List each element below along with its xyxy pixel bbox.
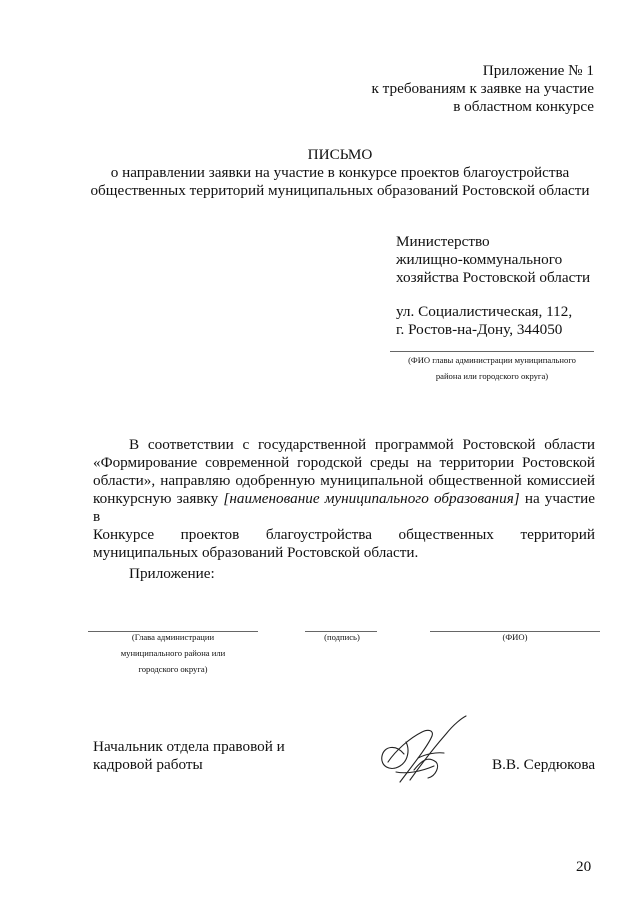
body-word: территорий — [520, 526, 596, 543]
head-caption-line-3: городского округа) — [138, 664, 208, 674]
attachment-label: Приложение: — [129, 565, 215, 582]
signer-position-line-1: Начальник отдела правовой и — [93, 738, 285, 755]
appendix-header — [274, 62, 594, 116]
letter-title: ПИСЬМО — [307, 146, 373, 163]
letter-heading — [40, 146, 640, 200]
municipality-placeholder: [наименование муниципального образования] — [223, 490, 520, 507]
body-word: Конкурсе — [93, 526, 155, 543]
signer-position — [93, 738, 285, 774]
recipient-fio-caption-line-2: района или городского округа) — [435, 371, 549, 381]
signature-caption: (подпись) — [324, 632, 360, 642]
appendix-line-1: Приложение № 1 — [482, 62, 594, 79]
body-paragraph-justified-line — [93, 526, 595, 544]
recipient-org-line-2: жилищно-коммунального — [396, 251, 563, 268]
body-paragraph-tail: на участие в — [93, 490, 596, 525]
letter-subtitle-line-1: о направлении заявки на участие в конкурсе проектов благоустройства — [110, 164, 570, 181]
page-number: 20 — [576, 858, 592, 875]
recipient-address-line-2: г. Ростов-на-Дону, 344050 — [396, 321, 563, 338]
appendix-line-3: в областном конкурсе — [453, 98, 594, 115]
appendix-line-2: к требованиям к заявке на участие — [371, 80, 594, 97]
body-word: благоустройства — [265, 526, 372, 543]
body-word: проектов — [180, 526, 240, 543]
recipient-org-line-1: Министерство — [396, 233, 490, 250]
recipient-fio-caption — [390, 354, 594, 382]
head-caption — [88, 631, 258, 675]
signer-position-line-2: кадровой работы — [93, 756, 203, 773]
body-word: общественных — [398, 526, 494, 543]
head-caption-line-1: (Глава администрации — [131, 632, 215, 642]
body-paragraph-last-line: муниципальных образований Ростовской области. — [93, 544, 419, 561]
recipient-org-line-3: хозяйства Ростовской области — [396, 269, 591, 286]
handwritten-signature — [366, 710, 474, 790]
letter-subtitle-line-2: общественных территорий муниципальных образований Ростовской области — [90, 182, 590, 199]
recipient-block — [396, 233, 616, 339]
body-paragraph — [93, 436, 595, 562]
head-caption-line-2: муниципального района или — [120, 648, 226, 658]
signer-name: В.В. Сердюкова — [492, 756, 596, 773]
fio-caption: (ФИО) — [502, 632, 528, 642]
body-paragraph-text: В соответствии с государственной программой Ростовской области «Формирование современной городской среды на территории Ростовской области», направляю одобренную муниципальной общественной комиссией конкурсную заявку — [93, 436, 595, 507]
recipient-address-line-1: ул. Социалистическая, 112, — [396, 303, 573, 320]
recipient-fio-rule — [390, 351, 594, 352]
recipient-fio-caption-line-1: (ФИО главы администрации муниципального — [408, 355, 576, 365]
